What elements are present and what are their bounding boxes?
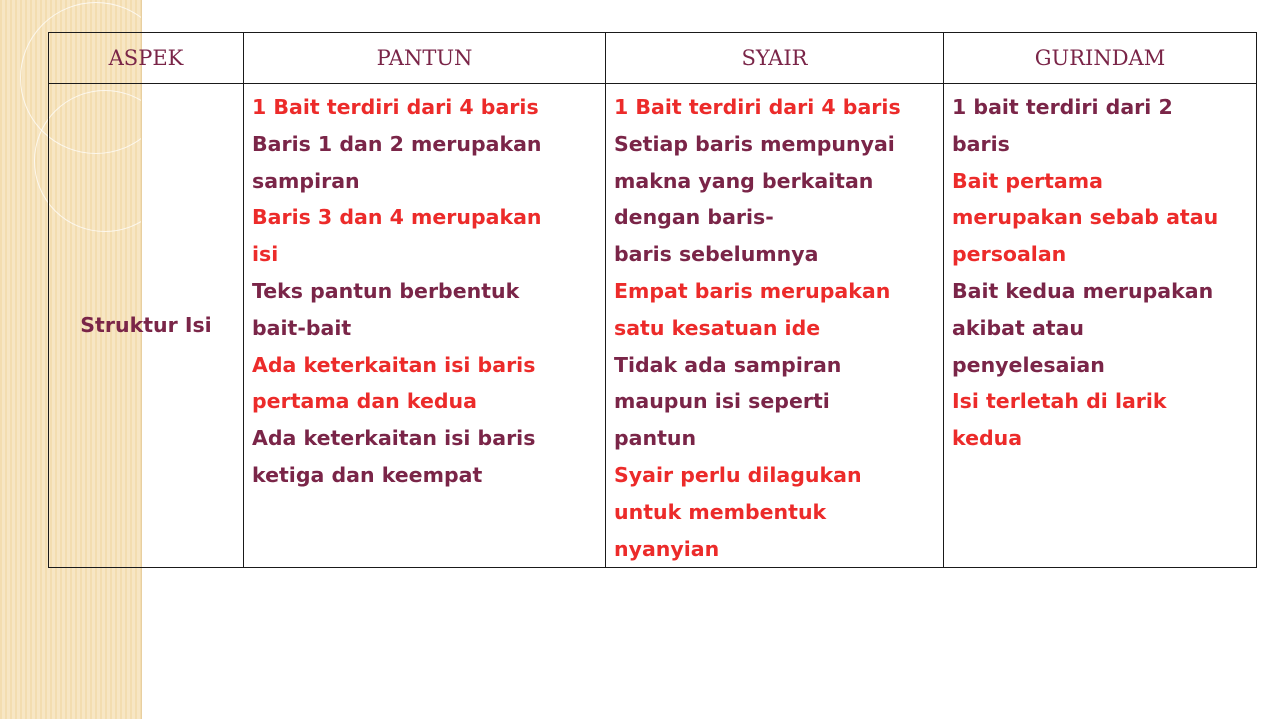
cell-line: Baris 3 dan 4 merupakan bbox=[252, 205, 542, 230]
cell-line: Bait pertama bbox=[952, 168, 1103, 193]
cell-line: maupun isi seperti bbox=[614, 389, 830, 414]
cell-line: baris bbox=[952, 131, 1010, 156]
header-gurindam: GURINDAM bbox=[944, 33, 1257, 84]
cell-line: 1 Bait terdiri dari 4 baris bbox=[252, 95, 539, 119]
cell-line: persoalan bbox=[952, 242, 1067, 267]
cell-line: merupakan sebab atau bbox=[952, 205, 1219, 230]
header-pantun: PANTUN bbox=[244, 33, 606, 84]
header-aspek: ASPEK bbox=[49, 33, 244, 84]
cell-line: Empat baris merupakan bbox=[614, 278, 891, 303]
cell-line: Setiap baris mempunyai bbox=[614, 131, 895, 156]
cell-line: Bait kedua merupakan bbox=[952, 278, 1214, 303]
aspect-cell: Struktur Isi bbox=[49, 84, 244, 568]
pantun-cell bbox=[244, 84, 606, 568]
table-row bbox=[49, 84, 1257, 568]
cell-line: Baris 1 dan 2 merupakan bbox=[252, 131, 542, 156]
cell-line: 1 Bait terdiri dari 4 baris bbox=[614, 95, 901, 119]
cell-line: sampiran bbox=[252, 168, 360, 193]
cell-line: baris sebelumnya bbox=[614, 242, 819, 267]
cell-line: nyanyian bbox=[614, 536, 720, 561]
cell-line: Ada keterkaitan isi baris bbox=[252, 426, 536, 451]
cell-line: satu kesatuan ide bbox=[614, 315, 821, 340]
cell-line: pantun bbox=[614, 426, 697, 451]
cell-line: 1 bait terdiri dari 2 bbox=[952, 95, 1173, 119]
header-row bbox=[49, 33, 1257, 84]
gurindam-cell bbox=[944, 84, 1257, 568]
cell-line: dengan baris- bbox=[614, 205, 774, 230]
cell-line: pertama dan kedua bbox=[252, 389, 477, 414]
cell-line: kedua bbox=[952, 426, 1023, 451]
cell-line: makna yang berkaitan bbox=[614, 168, 874, 193]
header-syair: SYAIR bbox=[606, 33, 944, 84]
cell-line: penyelesaian bbox=[952, 352, 1105, 377]
cell-line: Tidak ada sampiran bbox=[614, 352, 842, 377]
cell-line: Teks pantun berbentuk bbox=[252, 278, 520, 303]
syair-cell bbox=[606, 84, 944, 568]
cell-line: Ada keterkaitan isi baris bbox=[252, 352, 536, 377]
cell-line: Syair perlu dilagukan bbox=[614, 462, 862, 487]
cell-line: ketiga dan keempat bbox=[252, 462, 483, 487]
cell-line: bait-bait bbox=[252, 315, 352, 340]
comparison-table bbox=[48, 32, 1257, 568]
cell-line: untuk membentuk bbox=[614, 499, 827, 524]
cell-line: akibat atau bbox=[952, 315, 1084, 340]
cell-line: Isi terletah di larik bbox=[952, 389, 1167, 414]
cell-line: isi bbox=[252, 242, 279, 267]
